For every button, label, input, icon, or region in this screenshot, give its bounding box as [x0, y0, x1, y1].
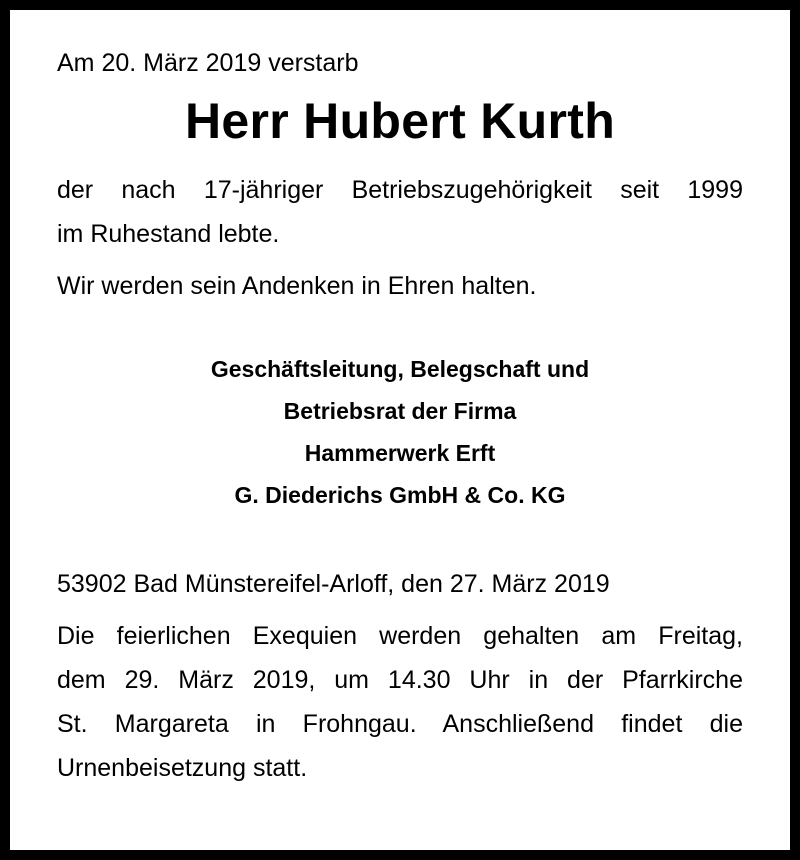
- obituary-notice: [57, 40, 743, 790]
- funeral-paragraph: [57, 614, 743, 790]
- place-date: 53902 Bad Münstereifel-Arloff, den 27. März 2019: [57, 570, 610, 598]
- funeral-paragraph-line: Die feierlichen Exequien werden gehalten am Freitag,: [57, 622, 743, 650]
- signer-line: Betriebsrat der Firma: [283, 398, 517, 424]
- funeral-paragraph-line: dem 29. März 2019, um 14.30 Uhr in der Pfarrkirche: [57, 666, 743, 694]
- service-paragraph-line: der nach 17-jähriger Betriebszugehörigkeit seit 1999: [57, 176, 743, 204]
- remembrance-paragraph: Wir werden sein Andenken in Ehren halten.: [57, 272, 537, 300]
- funeral-paragraph-line: St. Margareta in Frohngau. Anschließend findet die: [57, 710, 743, 738]
- service-paragraph-line: im Ruhestand lebte.: [57, 220, 280, 248]
- signer-line: Hammerwerk Erft: [304, 440, 496, 466]
- service-paragraph: [57, 168, 743, 256]
- deceased-name: Herr Hubert Kurth: [184, 93, 616, 149]
- signer-line: G. Diederichs GmbH & Co. KG: [234, 482, 566, 508]
- funeral-paragraph-line: Urnenbeisetzung statt.: [57, 754, 308, 782]
- signer-line: Geschäftsleitung, Belegschaft und: [210, 356, 590, 382]
- intro-line: Am 20. März 2019 verstarb: [57, 49, 359, 77]
- signers-block: [57, 348, 743, 516]
